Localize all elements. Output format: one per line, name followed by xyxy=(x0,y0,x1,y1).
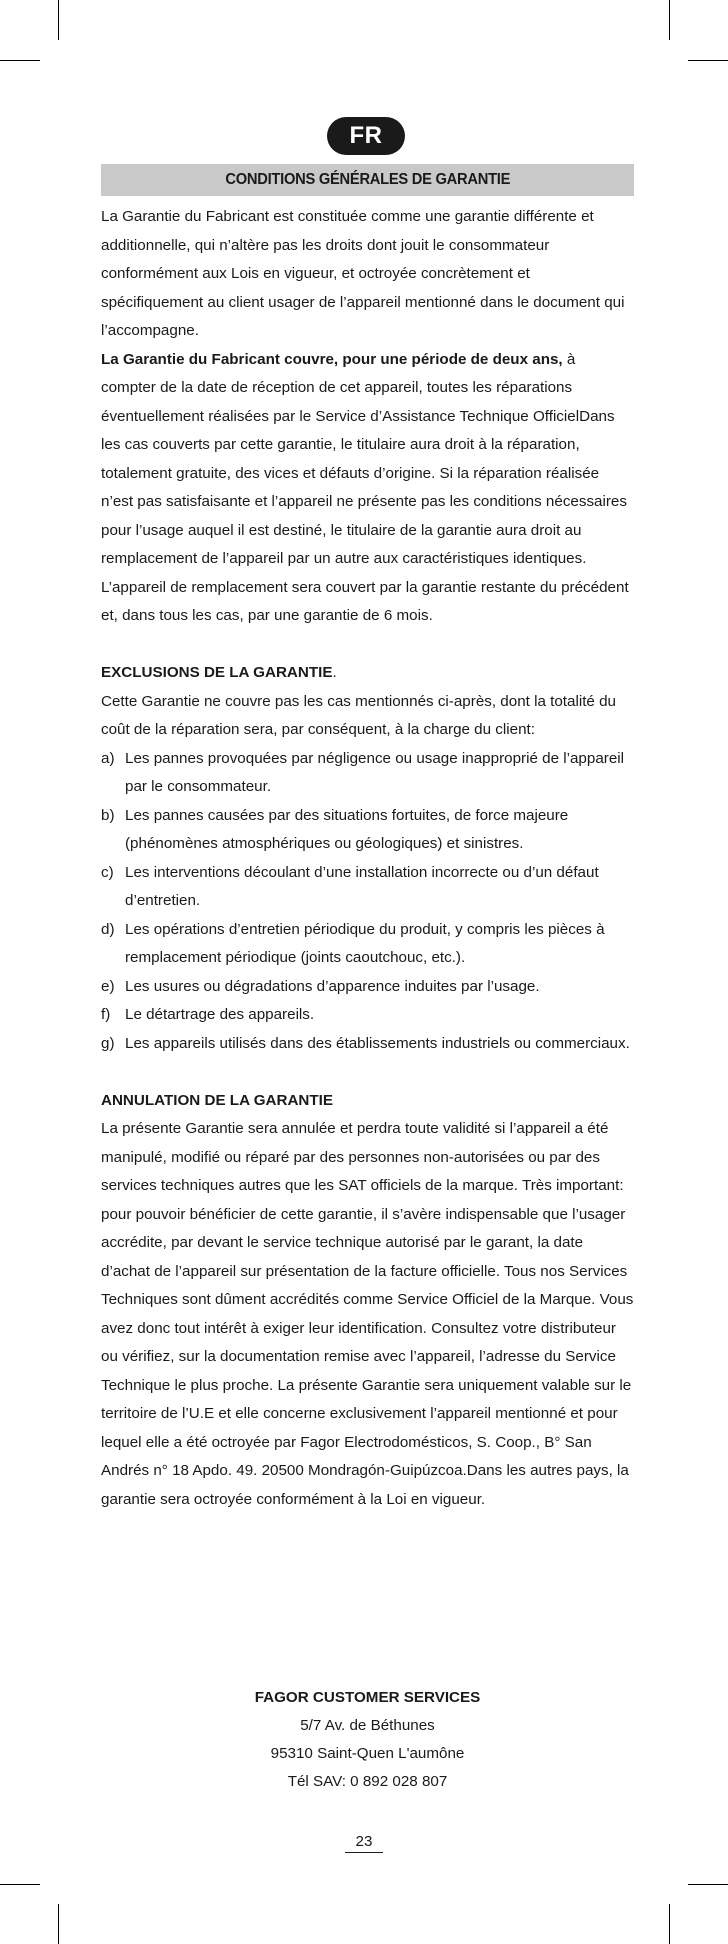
crop-mark xyxy=(58,1904,59,1944)
exclusions-intro: Cette Garantie ne couvre pas les cas mentionnés ci-après, dont la totalité du coût de la réparation sera, par conséquent, à la charge du client: xyxy=(101,692,616,738)
exclusions-list xyxy=(101,745,634,1059)
coverage-bold-lead: La Garantie du Fabricant couvre, pour une période de deux ans, xyxy=(101,350,563,368)
list-item: f) Le détartrage des appareils. xyxy=(101,1006,315,1023)
address-line: 95310 Saint-Quen L'aumône xyxy=(270,1745,465,1762)
address-line: 5/7 Av. de Béthunes xyxy=(300,1717,435,1734)
annulation-paragraph: La présente Garantie sera annulée et perdra toute validité si l’appareil a été manipulé, modifié ou réparé par des personnes non-autorisées ou par des services techniques autres que les SAT officiels de la marque. Très important: pour pouvoir bénéficier de cette garantie, il s’avère indispensable que l’usager accrédite, par devant le service technique autorisé par le garant, la date d’achat de l’appareil sur présentation de la facture officielle. Tous nos Services Techniques sont dûment accrédités comme Service Officiel de la Marque. Vous avez donc tout intérêt à exiger leur identification. Consultez votre distributeur ou vérifiez, sur la documentation remise avec l’appareil, l’adresse du Service Technique le plus proche. La présente Garantie sera uniquement valable sur le territoire de l’U.E et elle concerne exclusivement l’appareil mentionné et pour lequel elle a été octroyée par Fagor Electrodomésticos, S. Coop., B° San Andrés n° 18 Apdo. 49. 20500 Mondragón-Guipúzcoa.Dans les autres pays, la garantie sera octroyée conformément à la Loi en vigueur. xyxy=(101,1120,634,1508)
company-name: FAGOR CUSTOMER SERVICES xyxy=(254,1689,481,1706)
coverage-paragraph xyxy=(101,346,634,631)
crop-mark xyxy=(0,1884,40,1885)
page-number: 23 xyxy=(345,1832,383,1853)
warranty-content xyxy=(101,203,634,1514)
crop-mark xyxy=(688,1884,728,1885)
crop-mark xyxy=(688,60,728,61)
page-title: CONDITIONS GÉNÉRALES DE GARANTIE xyxy=(225,171,510,188)
exclusions-heading: EXCLUSIONS DE LA GARANTIE. xyxy=(101,664,337,681)
phone-number: Tél SAV: 0 892 028 807 xyxy=(287,1773,448,1790)
language-badge: FR xyxy=(327,117,405,155)
intro-paragraph: La Garantie du Fabricant est constituée comme une garantie différente et additionnelle, qui n’altère pas les droits dont jouit le consommateur conformément aux Lois en vigueur, et octroyée concrètement et spécifiquement au client usager de l’appareil mentionné dans le document qui l’accompagne. xyxy=(101,208,625,339)
coverage-text: à compter de la date de réception de cet appareil, toutes les réparations éventuellement réalisées par le Service d’Assistance Technique OfficielDans les cas couverts par cette garantie, le titulaire aura droit à la réparation, totalement gratuite, des vices et défauts d’origine. Si la réparation réalisée n’est pas satisfaisante et l’appareil ne présente pas les conditions nécessaires pour l’usage auquel il est destiné, le titulaire de la garantie aura droit au remplacement de l’appareil par un autre aux caractéristiques identiques. L’appareil de remplacement sera couvert par la garantie restante du précédent et, dans tous les cas, par une garantie de 6 mois. xyxy=(101,350,629,624)
crop-mark xyxy=(0,60,40,61)
list-item: e) Les usures ou dégradations d’apparence induites par l’usage. xyxy=(101,977,540,995)
customer-service-block xyxy=(101,1684,634,1796)
crop-mark xyxy=(669,0,670,40)
list-item: g) Les appareils utilisés dans des établissements industriels ou commerciaux. xyxy=(101,1034,630,1052)
section-title-bar xyxy=(101,164,634,196)
list-item: a) Les pannes provoquées par négligence ou usage inapproprié de l’appareil par le consommateur. xyxy=(101,749,625,795)
list-item: c) Les interventions découlant d’une installation incorrecte ou d’un défaut d’entretien. xyxy=(101,863,599,909)
crop-mark xyxy=(58,0,59,40)
crop-mark xyxy=(669,1904,670,1944)
list-item: d) Les opérations d’entretien périodique du produit, y compris les pièces à remplacement périodique (joints caoutchouc, etc.). xyxy=(101,920,605,966)
annulation-heading: ANNULATION DE LA GARANTIE xyxy=(101,1091,334,1109)
list-item: b) Les pannes causées par des situations fortuites, de force majeure (phénomènes atmosphériques ou géologiques) et sinistres. xyxy=(101,806,569,852)
